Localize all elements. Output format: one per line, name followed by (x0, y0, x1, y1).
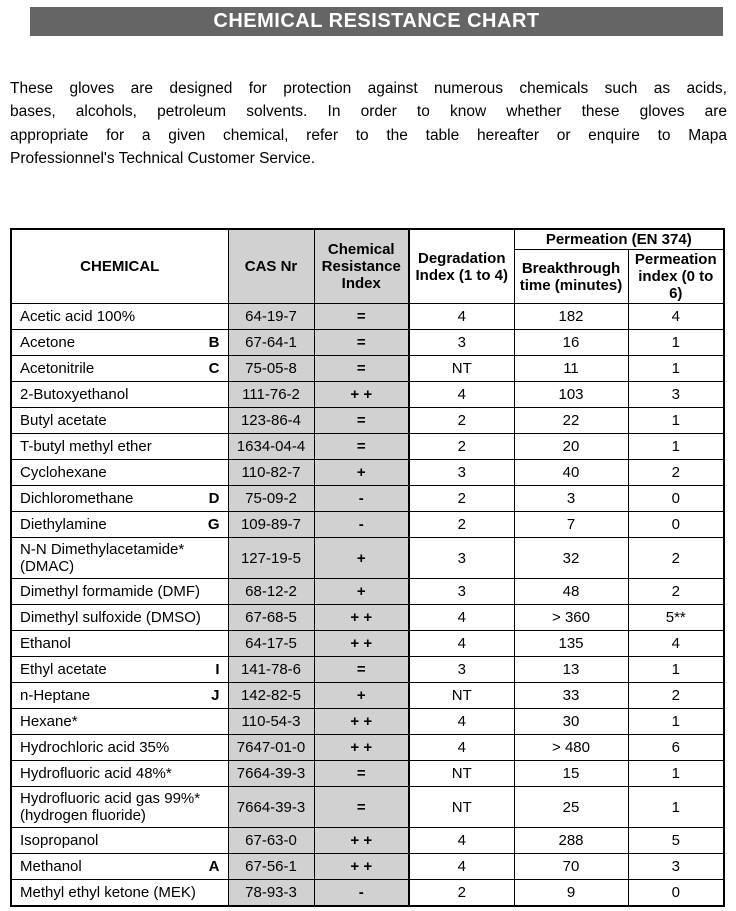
resistance-index-cell: + + (314, 828, 409, 854)
col-header-resistance-index: Chemical Resistance Index (314, 229, 409, 304)
table-row (11, 538, 724, 579)
chemical-name: Ethanol (20, 635, 71, 652)
chemical-name-cell (11, 486, 228, 512)
resistance-index-cell: = (314, 304, 409, 330)
chemical-name-cell (11, 356, 228, 382)
chemical-name: Acetic acid 100% (20, 308, 136, 325)
breakthrough-time-cell: 135 (514, 631, 628, 657)
chemical-name: Acetone (20, 334, 76, 351)
degradation-index-cell: 3 (409, 538, 514, 579)
chemical-name-cell (11, 880, 228, 906)
chemical-marker-letter: G (207, 516, 220, 533)
chemical-name-cell (11, 735, 228, 761)
chemical-name: Acetonitrile (20, 360, 95, 377)
chemical-name: N-N Dimethylacetamide* (DMAC) (20, 541, 185, 575)
chemical-name-cell (11, 434, 228, 460)
cas-number-cell: 7647-01-0 (228, 735, 314, 761)
table-row (11, 408, 724, 434)
cas-number-cell: 75-05-8 (228, 356, 314, 382)
breakthrough-time-cell: 70 (514, 854, 628, 880)
chemical-name: T-butyl methyl ether (20, 438, 152, 455)
resistance-index-cell: = (314, 408, 409, 434)
chemical-name: Diethylamine (20, 516, 107, 533)
cas-number-cell: 141-78-6 (228, 657, 314, 683)
degradation-index-cell: 3 (409, 579, 514, 605)
breakthrough-time-cell: 11 (514, 356, 628, 382)
cas-number-cell: 1634-04-4 (228, 434, 314, 460)
breakthrough-time-cell: 30 (514, 709, 628, 735)
breakthrough-time-cell: 48 (514, 579, 628, 605)
cas-number-cell: 78-93-3 (228, 880, 314, 906)
permeation-index-cell: 0 (628, 486, 724, 512)
degradation-index-cell: 4 (409, 709, 514, 735)
breakthrough-time-cell: 33 (514, 683, 628, 709)
breakthrough-time-cell: 20 (514, 434, 628, 460)
chemical-name-cell (11, 828, 228, 854)
chemical-name: Hexane* (20, 713, 78, 730)
table-row (11, 631, 724, 657)
chemical-name-cell (11, 304, 228, 330)
chemical-marker-letter: J (211, 687, 220, 704)
breakthrough-time-cell: 22 (514, 408, 628, 434)
col-header-cas: CAS Nr (228, 229, 314, 304)
col-header-permeation-group: Permeation (EN 374) (514, 229, 724, 250)
chemical-name: Methyl ethyl ketone (MEK) (20, 883, 196, 901)
degradation-index-cell: 4 (409, 828, 514, 854)
permeation-index-cell: 2 (628, 538, 724, 579)
table-row (11, 304, 724, 330)
breakthrough-time-cell: 25 (514, 787, 628, 828)
chemical-name-cell (11, 579, 228, 605)
breakthrough-time-cell: > 480 (514, 735, 628, 761)
breakthrough-time-cell: 40 (514, 460, 628, 486)
table-row (11, 579, 724, 605)
cas-number-cell: 7664-39-3 (228, 787, 314, 828)
resistance-index-cell: = (314, 434, 409, 460)
table-row (11, 657, 724, 683)
intro-line: Professionnel's Technical Customer Service. (10, 150, 316, 168)
degradation-index-cell: 3 (409, 460, 514, 486)
chemical-name-cell (11, 382, 228, 408)
chemical-name-cell (11, 657, 228, 683)
cas-number-cell: 75-09-2 (228, 486, 314, 512)
table-row (11, 709, 724, 735)
chemical-name: Cyclohexane (20, 464, 107, 481)
degradation-index-cell: 2 (409, 512, 514, 538)
table-row (11, 787, 724, 828)
intro-line: bases, alcohols, petroleum solvents. In order to know whether these gloves are (10, 103, 727, 121)
permeation-index-cell: 1 (628, 657, 724, 683)
cas-number-cell: 123-86-4 (228, 408, 314, 434)
chemical-name-cell (11, 709, 228, 735)
resistance-index-cell: + (314, 538, 409, 579)
table-row (11, 382, 724, 408)
breakthrough-time-cell: 13 (514, 657, 628, 683)
table-body (11, 304, 724, 906)
resistance-index-cell: - (314, 512, 409, 538)
breakthrough-time-cell: 7 (514, 512, 628, 538)
breakthrough-time-cell: 16 (514, 330, 628, 356)
chemical-name-cell (11, 460, 228, 486)
chemical-name: Hydrofluoric acid 48%* (20, 765, 172, 782)
permeation-index-cell: 5** (628, 605, 724, 631)
resistance-index-cell: - (314, 880, 409, 906)
degradation-index-cell: 2 (409, 434, 514, 460)
resistance-index-cell: + (314, 579, 409, 605)
table-row (11, 880, 724, 906)
breakthrough-time-cell: > 360 (514, 605, 628, 631)
permeation-index-cell: 2 (628, 579, 724, 605)
chemical-name: Hydrochloric acid 35% (20, 739, 170, 756)
chemical-name-cell (11, 512, 228, 538)
chemical-name: Ethyl acetate (20, 661, 107, 678)
col-header-degradation-index: Degradation Index (1 to 4) (409, 229, 514, 304)
cas-number-cell: 64-19-7 (228, 304, 314, 330)
resistance-index-cell: = (314, 787, 409, 828)
degradation-index-cell: NT (409, 683, 514, 709)
table-row (11, 828, 724, 854)
breakthrough-time-cell: 288 (514, 828, 628, 854)
table-row (11, 605, 724, 631)
permeation-index-cell: 1 (628, 709, 724, 735)
chemical-name: Dimethyl formamide (DMF) (20, 583, 201, 600)
degradation-index-cell: NT (409, 787, 514, 828)
degradation-index-cell: 3 (409, 330, 514, 356)
degradation-index-cell: 4 (409, 854, 514, 880)
degradation-index-cell: 4 (409, 735, 514, 761)
cas-number-cell: 110-82-7 (228, 460, 314, 486)
degradation-index-cell: 4 (409, 304, 514, 330)
permeation-index-cell: 2 (628, 683, 724, 709)
table-row (11, 460, 724, 486)
degradation-index-cell: NT (409, 356, 514, 382)
chemical-name-cell (11, 761, 228, 787)
permeation-index-cell: 1 (628, 434, 724, 460)
chemical-name-cell (11, 408, 228, 434)
resistance-index-cell: = (314, 657, 409, 683)
permeation-index-cell: 3 (628, 854, 724, 880)
chemical-marker-letter: I (215, 661, 220, 678)
table-row (11, 683, 724, 709)
degradation-index-cell: 2 (409, 486, 514, 512)
degradation-index-cell: NT (409, 761, 514, 787)
chemical-name: Dimethyl sulfoxide (DMSO) (20, 609, 201, 626)
resistance-index-cell: = (314, 330, 409, 356)
table-row (11, 735, 724, 761)
chemical-name: Isopropanol (20, 832, 99, 849)
permeation-index-cell: 5 (628, 828, 724, 854)
intro-line: These gloves are designed for protection against numerous chemicals such as acids, (10, 80, 727, 97)
cas-number-cell: 64-17-5 (228, 631, 314, 657)
chemical-resistance-table (10, 228, 725, 907)
cas-number-cell: 7664-39-3 (228, 761, 314, 787)
breakthrough-time-cell: 182 (514, 304, 628, 330)
chemical-name: Butyl acetate (20, 412, 107, 429)
permeation-index-cell: 3 (628, 382, 724, 408)
degradation-index-cell: 3 (409, 657, 514, 683)
permeation-index-cell: 1 (628, 787, 724, 828)
resistance-index-cell: + + (314, 854, 409, 880)
permeation-index-cell: 2 (628, 460, 724, 486)
permeation-index-cell: 1 (628, 408, 724, 434)
resistance-index-cell: - (314, 486, 409, 512)
breakthrough-time-cell: 103 (514, 382, 628, 408)
table-row (11, 486, 724, 512)
page-title: CHEMICAL RESISTANCE CHART (30, 7, 723, 36)
chemical-name: Methanol (20, 858, 82, 875)
chemical-marker-letter: C (208, 360, 220, 377)
resistance-index-cell: + + (314, 382, 409, 408)
cas-number-cell: 67-63-0 (228, 828, 314, 854)
chemical-name-cell (11, 538, 228, 579)
permeation-index-cell: 1 (628, 761, 724, 787)
breakthrough-time-cell: 15 (514, 761, 628, 787)
table-header (11, 229, 724, 304)
table-row (11, 434, 724, 460)
breakthrough-time-cell: 32 (514, 538, 628, 579)
table-row (11, 854, 724, 880)
degradation-index-cell: 4 (409, 605, 514, 631)
breakthrough-time-cell: 3 (514, 486, 628, 512)
col-header-permeation-index: Permeation index (0 to 6) (628, 250, 724, 304)
degradation-index-cell: 2 (409, 880, 514, 906)
cas-number-cell: 110-54-3 (228, 709, 314, 735)
permeation-index-cell: 6 (628, 735, 724, 761)
chemical-name: 2-Butoxyethanol (20, 386, 129, 403)
resistance-index-cell: + (314, 683, 409, 709)
chemical-name-cell (11, 605, 228, 631)
permeation-index-cell: 1 (628, 356, 724, 382)
table-row (11, 512, 724, 538)
resistance-index-cell: + + (314, 631, 409, 657)
resistance-index-cell: + + (314, 735, 409, 761)
cas-number-cell: 111-76-2 (228, 382, 314, 408)
permeation-index-cell: 4 (628, 631, 724, 657)
cas-number-cell: 67-68-5 (228, 605, 314, 631)
chemical-name-cell (11, 683, 228, 709)
permeation-index-cell: 1 (628, 330, 724, 356)
chemical-name: Hydrofluoric acid gas 99%* (hydrogen fluoride) (20, 790, 201, 824)
col-header-breakthrough-time: Breakthrough time (minutes) (514, 250, 628, 304)
breakthrough-time-cell: 9 (514, 880, 628, 906)
cas-number-cell: 68-12-2 (228, 579, 314, 605)
intro-paragraph (10, 77, 727, 171)
permeation-index-cell: 0 (628, 880, 724, 906)
table-row (11, 330, 724, 356)
chemical-marker-letter: A (208, 858, 220, 875)
permeation-index-cell: 4 (628, 304, 724, 330)
resistance-index-cell: + + (314, 709, 409, 735)
cas-number-cell: 67-64-1 (228, 330, 314, 356)
degradation-index-cell: 4 (409, 382, 514, 408)
intro-line: appropriate for a given chemical, refer to the table hereafter or enquire to Mapa (10, 126, 727, 144)
degradation-index-cell: 2 (409, 408, 514, 434)
col-header-chemical: CHEMICAL (11, 229, 228, 304)
cas-number-cell: 127-19-5 (228, 538, 314, 579)
chemical-name-cell (11, 330, 228, 356)
chemical-name: n-Heptane (20, 687, 91, 704)
chemical-marker-letter: B (208, 334, 220, 351)
resistance-index-cell: + (314, 460, 409, 486)
resistance-index-cell: + + (314, 605, 409, 631)
cas-number-cell: 109-89-7 (228, 512, 314, 538)
chemical-name-cell (11, 787, 228, 828)
chemical-name-cell (11, 854, 228, 880)
table-row (11, 356, 724, 382)
degradation-index-cell: 4 (409, 631, 514, 657)
table-row (11, 761, 724, 787)
cas-number-cell: 67-56-1 (228, 854, 314, 880)
resistance-index-cell: = (314, 356, 409, 382)
chemical-name: Dichloromethane (20, 490, 134, 507)
resistance-index-cell: = (314, 761, 409, 787)
header-row-top (11, 229, 724, 250)
cas-number-cell: 142-82-5 (228, 683, 314, 709)
chemical-name-cell (11, 631, 228, 657)
chemical-marker-letter: D (208, 490, 220, 507)
permeation-index-cell: 0 (628, 512, 724, 538)
